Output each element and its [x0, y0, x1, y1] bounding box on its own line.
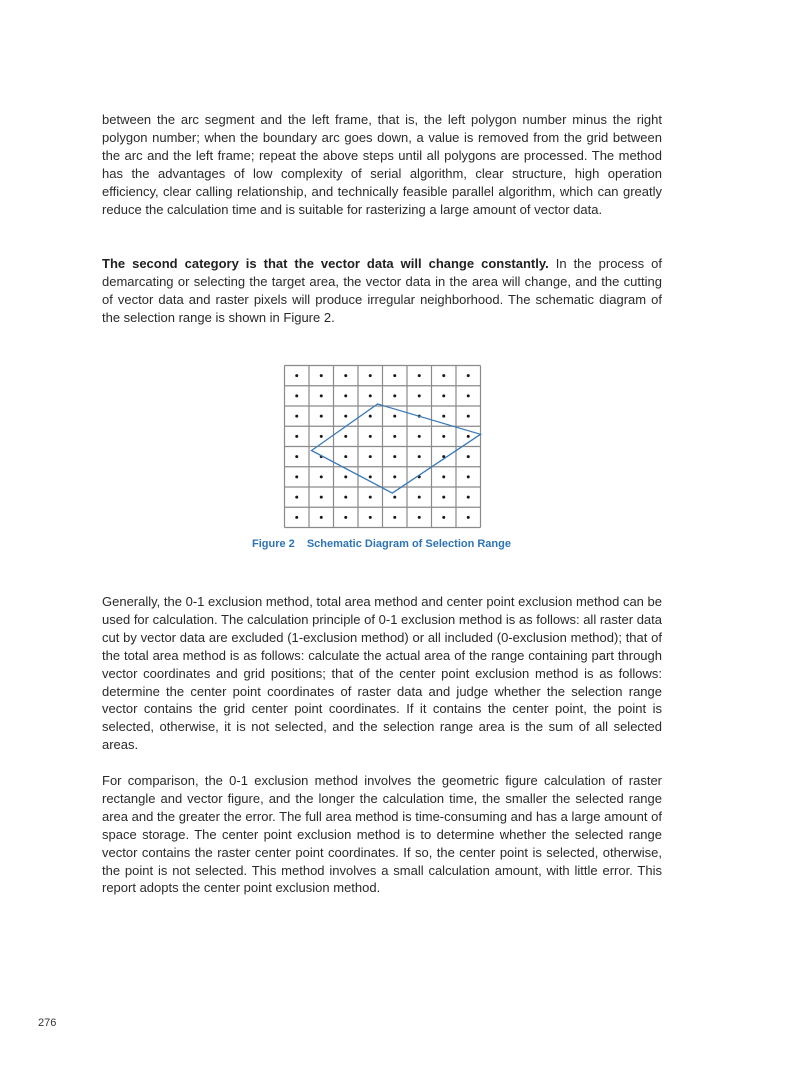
- grid-center-point: [320, 374, 323, 377]
- grid-center-point: [344, 516, 347, 519]
- figure-label: Figure 2: [252, 538, 295, 550]
- grid-center-point: [320, 475, 323, 478]
- grid-center-point: [418, 496, 421, 499]
- grid-center-point: [369, 394, 372, 397]
- selection-polygon: [312, 404, 481, 493]
- selection-range-diagram: [280, 360, 490, 535]
- grid-center-point: [295, 374, 298, 377]
- grid-center-point: [295, 496, 298, 499]
- grid-center-point: [369, 415, 372, 418]
- grid-center-point: [418, 435, 421, 438]
- paragraph-2-text: In the process of demarcating or selecting the target area, the vector data in the area will change, and the cutting of vector data and raster pixels will produce irregular neighborhood. The schematic diagram of the selection range is shown in Figure 2.: [102, 256, 662, 325]
- paragraph-1: [102, 111, 662, 218]
- grid-center-point: [393, 496, 396, 499]
- paragraph-3-text: Generally, the 0-1 exclusion method, total area method and center point exclusion method can be used for calculation. The calculation principle of 0-1 exclusion method is as follows: all raster data cut by vector data are excluded (1-exclusion method) or all included (0-exclusion method); that of the total area method is as follows: calculate the actual area of the range containing part through vector coordinates and grid positions; that of the center point exclusion method is as follows: determine the center point coordinates of raster data and judge whether the selection range vector contains the grid center point coordinates. If it contains the center point, the point is selected, otherwise, it is not selected, and the selection range area is the sum of all selected areas.: [102, 594, 662, 753]
- grid-center-point: [320, 415, 323, 418]
- grid-center-point: [320, 435, 323, 438]
- grid-center-point: [295, 516, 298, 519]
- grid-center-point: [344, 475, 347, 478]
- grid-center-point: [418, 516, 421, 519]
- grid-center-point: [467, 496, 470, 499]
- grid-center-point: [344, 394, 347, 397]
- grid-center-point: [393, 455, 396, 458]
- grid-center-point: [442, 415, 445, 418]
- grid-center-point: [320, 496, 323, 499]
- grid-center-point: [467, 394, 470, 397]
- grid-center-point: [418, 455, 421, 458]
- grid-center-point: [320, 394, 323, 397]
- grid-center-point: [344, 374, 347, 377]
- grid-center-point: [442, 496, 445, 499]
- grid-center-point: [442, 516, 445, 519]
- figure-title: Schematic Diagram of Selection Range: [306, 538, 511, 550]
- grid-center-point: [369, 516, 372, 519]
- grid-center-point: [344, 415, 347, 418]
- grid-center-point: [369, 435, 372, 438]
- grid-center-point: [393, 435, 396, 438]
- grid-center-point: [467, 516, 470, 519]
- grid-center-point: [467, 455, 470, 458]
- grid-center-point: [393, 475, 396, 478]
- grid-center-point: [418, 374, 421, 377]
- grid-center-point: [320, 516, 323, 519]
- grid-center-point: [393, 394, 396, 397]
- grid-center-point: [369, 475, 372, 478]
- paragraph-1-text: between the arc segment and the left frame, that is, the left polygon number minus the right polygon number; when the boundary arc goes down, a value is removed from the grid between the arc and the left frame; repeat the above steps until all polygons are processed. The method has the advantages of low complexity of serial algorithm, clear structure, high operation efficiency, clear calling relationship, and technically feasible parallel algorithm, which can greatly reduce the calculation time and is suitable for rasterizing a large amount of vector data.: [102, 112, 662, 217]
- grid-center-point: [344, 435, 347, 438]
- figure-caption: [0, 538, 763, 550]
- grid-center-point: [369, 496, 372, 499]
- grid-center-point: [467, 374, 470, 377]
- grid-center-point: [344, 496, 347, 499]
- grid-center-point: [418, 394, 421, 397]
- paragraph-4: [102, 772, 662, 897]
- paragraph-3: [102, 593, 662, 754]
- grid-center-point: [467, 435, 470, 438]
- grid-center-point: [344, 455, 347, 458]
- grid-center-point: [393, 415, 396, 418]
- paragraph-2-lead: The second category is that the vector data will change constantly.: [102, 256, 549, 271]
- grid-center-point: [295, 455, 298, 458]
- grid-center-point: [442, 374, 445, 377]
- grid-center-point: [442, 435, 445, 438]
- grid-center-point: [295, 475, 298, 478]
- grid-center-point: [369, 374, 372, 377]
- grid-center-point: [295, 394, 298, 397]
- grid-center-point: [393, 516, 396, 519]
- grid-center-point: [442, 475, 445, 478]
- page-number: 276: [38, 1017, 57, 1029]
- grid-center-point: [467, 415, 470, 418]
- grid-center-point: [295, 415, 298, 418]
- grid-center-point: [467, 475, 470, 478]
- grid-center-point: [393, 374, 396, 377]
- grid-center-point: [369, 455, 372, 458]
- grid-center-point: [295, 435, 298, 438]
- paragraph-4-text: For comparison, the 0-1 exclusion method involves the geometric figure calculation of raster rectangle and vector figure, and the longer the calculation time, the smaller the selected range area and the greater the error. The full area method is time-consuming and has a large amount of space storage. The center point exclusion method is to determine whether the selected range vector contains the raster center point coordinates. If so, the center point is selected, otherwise, the point is not selected. This method involves a small calculation amount, with little error. This report adopts the center point exclusion method.: [102, 773, 662, 896]
- paragraph-2: [102, 255, 662, 327]
- grid-center-point: [442, 394, 445, 397]
- figure-selection-range: [280, 360, 490, 535]
